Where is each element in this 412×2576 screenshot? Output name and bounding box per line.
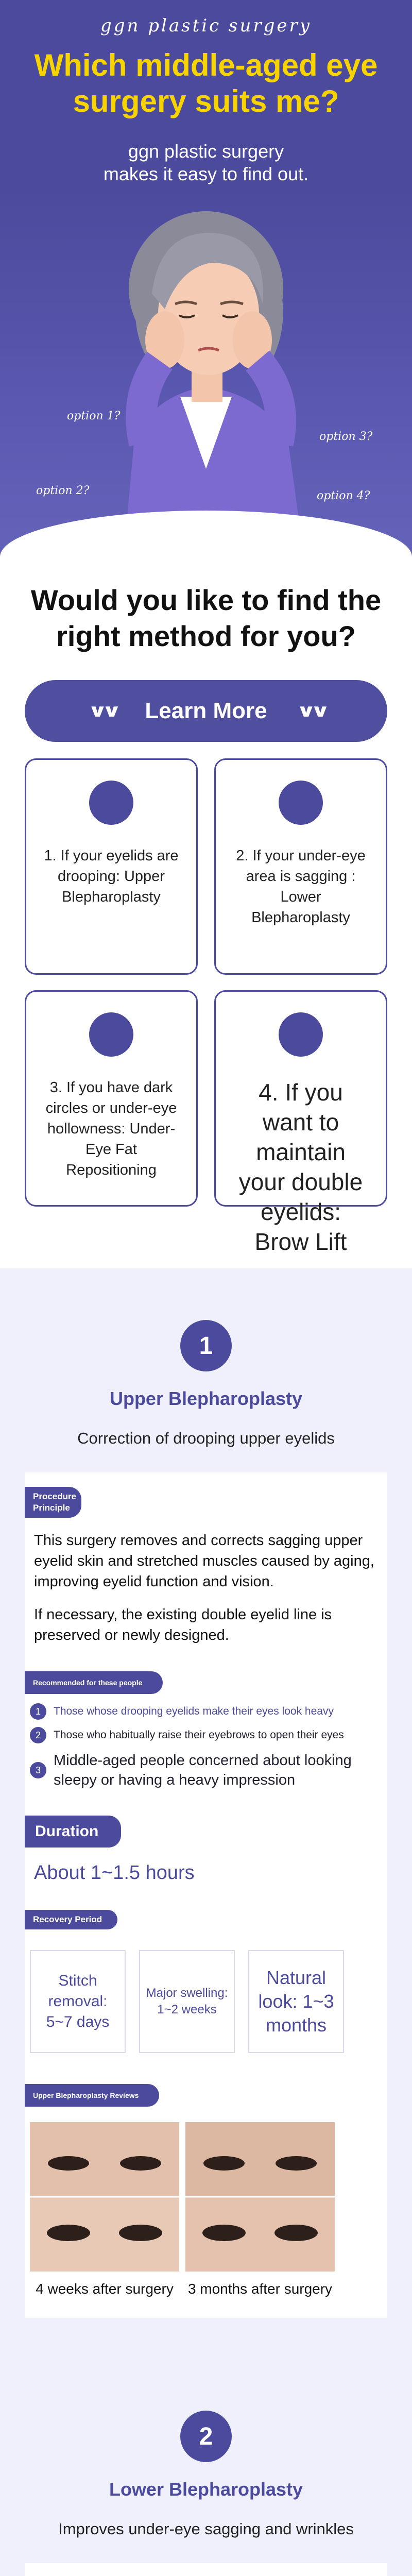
procedure-principle-tag: Procedure Principle [25, 1487, 81, 1518]
brand-name: ggn plastic surgery [100, 15, 312, 36]
upper-details-panel [25, 1472, 387, 2318]
method-card-text: 3. If you have dark circles or under-eye hollowness: Under-Eye Fat Repositioning [45, 1079, 177, 1178]
recovery-text: Natural look: 1~3 months [258, 1967, 334, 2036]
thinking-woman-illustration [103, 201, 319, 556]
recovery-text: Major swelling: 1~2 weeks [146, 1986, 228, 2016]
method-card-upper-blepharoplasty[interactable] [25, 758, 198, 975]
method-card-lower-blepharoplasty[interactable] [214, 758, 387, 975]
section-title: Lower Blepharoplasty [109, 2479, 303, 2500]
section-number-badge: 2 [180, 2411, 232, 2462]
procedure-paragraph-2: If necessary, the existing double eyelid line is preserved or newly designed. [34, 1606, 332, 1643]
recovery-card [248, 1950, 344, 2053]
method-card-fat-repositioning[interactable] [25, 990, 198, 1207]
list-item [30, 1703, 387, 1720]
option-4-label: option 4? [317, 489, 370, 502]
review-caption: 4 weeks after surgery [36, 2281, 174, 2297]
list-item [30, 1751, 387, 1790]
card-dot-icon [89, 1012, 133, 1057]
section-subtitle: Correction of drooping upper eyelids [77, 1429, 335, 1447]
recommended-text: Middle-aged people concerned about looking sleepy or having a heavy impression [54, 1752, 352, 1788]
recovery-period-tag: Recovery Period [25, 1910, 117, 1929]
list-item [30, 1727, 387, 1743]
recovery-card [30, 1950, 126, 2053]
section-subtitle: Improves under-eye sagging and wrinkles [58, 2520, 354, 2538]
hero-subtitle-line-1: ggn plastic surgery [128, 141, 284, 162]
recommended-list [25, 1703, 387, 1790]
reviews-tag: Upper Blepharoplasty Reviews [25, 2084, 159, 2107]
recovery-cards [25, 1950, 387, 2053]
procedure-paragraph-1: This surgery removes and corrects sagging upper eyelid skin and stretched muscles caused by aging, improving eyelid function and vision. [34, 1532, 374, 1590]
card-dot-icon [279, 1012, 323, 1057]
duration-tag: Duration [25, 1816, 121, 1848]
hero-title: Which middle-aged eye surgery suits me? [34, 48, 378, 118]
option-2-label: option 2? [36, 484, 90, 497]
option-3-label: option 3? [319, 430, 373, 443]
duration-value: About 1~1.5 hours [34, 1862, 195, 1884]
review-captions [25, 2281, 387, 2297]
hero-banner [0, 0, 412, 556]
method-options-grid [25, 758, 387, 1255]
card-dot-icon [89, 781, 133, 825]
section-number-badge: 1 [180, 1320, 232, 1371]
card-dot-icon [279, 781, 323, 825]
chevron-double-down-icon: ∨∨ [296, 701, 324, 721]
find-method-section [0, 556, 412, 1268]
lower-details-panel [25, 2563, 387, 2576]
review-photo-eyes [185, 2122, 335, 2272]
review-caption: 3 months after surgery [187, 2281, 333, 2297]
method-card-text: 4. If you want to maintain your double eyelids: Brow Lift [238, 1079, 363, 1255]
number-2-icon: 2 [30, 1727, 46, 1743]
review-photo-eyes [30, 2122, 179, 2272]
recommended-text: Those who habitually raise their eyebrows to open their eyes [54, 1729, 344, 1741]
review-photos [25, 2122, 387, 2272]
section-title: Upper Blepharoplasty [109, 1388, 303, 1409]
upper-blepharoplasty-section [0, 1268, 412, 2380]
lower-blepharoplasty-section [0, 2380, 412, 2576]
learn-more-label: Learn More [145, 698, 267, 723]
recommended-tag: Recommended for these people [25, 1671, 163, 1694]
learn-more-button[interactable] [25, 680, 387, 742]
hero-subtitle [0, 140, 412, 185]
method-card-text: 2. If your under-eye area is sagging : Lower Blepharoplasty [236, 848, 366, 926]
find-method-title: Would you like to find the right method for you? [30, 584, 382, 652]
hero-subtitle-line-2: makes it easy to find out. [103, 163, 309, 184]
option-1-label: option 1? [67, 410, 121, 422]
chevron-double-down-icon: ∨∨ [88, 701, 116, 721]
recovery-text: Stitch removal: 5~7 days [46, 1972, 110, 2030]
method-card-text: 1. If your eyelids are drooping: Upper Blepharoplasty [44, 848, 179, 905]
number-1-icon: 1 [30, 1703, 46, 1720]
method-card-brow-lift[interactable] [214, 990, 387, 1255]
recommended-text: Those whose drooping eyelids make their eyes look heavy [54, 1705, 334, 1717]
number-3-icon: 3 [30, 1762, 46, 1778]
recovery-card [139, 1950, 235, 2053]
